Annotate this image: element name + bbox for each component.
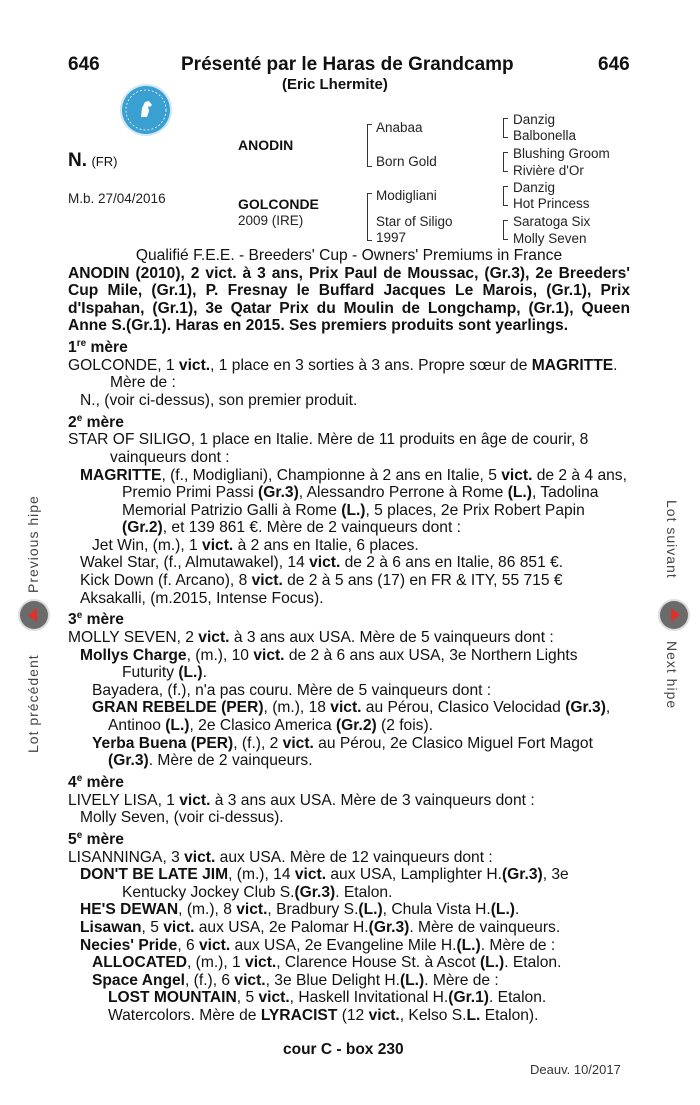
produce-dont-be-late-jim: DON'T BE LATE JIM, (m.), 14 vict. aux USA, Lamplighter H.(Gr.3), 3e Kentucky Jockey Club S.(Gr.3). Etalon. bbox=[80, 866, 569, 901]
first-dam-entry: GOLCONDE, 1 vict., 1 place en 3 sorties à 3 ans. Propre sœur de MAGRITTE. Mère de : bbox=[68, 356, 618, 392]
bracket-gg3 bbox=[503, 186, 508, 206]
previous-hipe-label[interactable]: Previous hipe bbox=[25, 495, 41, 593]
produce-jet-win: Jet Win, (m.), 1 vict. à 2 ans en Italie, 6 places. bbox=[92, 536, 419, 554]
previous-lot-button[interactable] bbox=[20, 601, 48, 629]
lot-number-right: 646 bbox=[598, 54, 630, 75]
produce-watercolors: Watercolors. Mère de LYRACIST (12 vict., Kelso S.L. Etalon). bbox=[108, 1006, 539, 1024]
bracket-gg1 bbox=[503, 118, 508, 138]
arrow-left-icon bbox=[20, 601, 48, 629]
produce-hes-dewan: HE'S DEWAN, (m.), 8 vict., Bradbury S.(L.), Chula Vista H.(L.). bbox=[80, 901, 520, 919]
gg-sds: Blushing Groom bbox=[513, 146, 610, 161]
produce-bayadera: Bayadera, (f.), n'a pas couru. Mère de 5 vainqueurs dont : bbox=[92, 681, 492, 699]
dam-sire: Modigliani bbox=[376, 188, 437, 203]
gg-dsd: Hot Princess bbox=[513, 196, 590, 211]
second-dam-entry: STAR OF SILIGO, 1 place en Italie. Mère de 11 produits en âge de courir, 8 vainqueurs dont : bbox=[68, 431, 589, 466]
produce-mollys-charge: Mollys Charge, (m.), 10 vict. de 2 à 6 ans aux USA, 3e Northern Lights Futurity (L.). bbox=[80, 646, 578, 682]
section-second-dam: 2e mère bbox=[68, 412, 124, 431]
produce-wakel-star: Wakel Star, (f., Almutawakel), 14 vict. de 2 à 6 ans en Italie, 86 851 €. bbox=[80, 554, 564, 572]
sire-name: ANODIN bbox=[238, 137, 294, 153]
catalogue-body bbox=[68, 247, 630, 1024]
gg-dds: Saratoga Six bbox=[513, 214, 591, 229]
fourth-dam-entry: LIVELY LISA, 1 vict. à 3 ans aux USA. Mère de 3 vainqueurs dont : bbox=[68, 791, 535, 809]
bracket-sire bbox=[367, 124, 372, 167]
bracket-dam bbox=[367, 193, 372, 241]
qualification-line: Qualifié F.E.E. - Breeders' Cup - Owners' Premiums in France bbox=[135, 247, 563, 264]
gg-dss: Danzig bbox=[513, 180, 556, 195]
produce-gran-rebelde: GRAN REBELDE (PER), (m.), 18 vict. au Pérou, Clasico Velocidad (Gr.3), Antinoo (L.), 2e Clasico America (Gr.2) (2 fois). bbox=[92, 699, 611, 734]
horse-head-icon bbox=[122, 86, 170, 134]
horse-name: N. bbox=[68, 150, 87, 171]
produce-kick-down: Kick Down (f. Arcano), 8 vict. de 2 à 5 ans (17) en FR & ITY, 55 715 € bbox=[80, 572, 563, 590]
section-fifth-dam: 5e mère bbox=[68, 829, 124, 848]
horse-country: (FR) bbox=[91, 154, 118, 169]
section-third-dam: 3e mère bbox=[68, 610, 124, 629]
produce-molly-seven: Molly Seven, (voir ci-dessus). bbox=[80, 809, 284, 827]
dam-name: GOLCONDE bbox=[238, 196, 319, 212]
produce-lisawan: Lisawan, 5 vict. aux USA, 2e Palomar H.(Gr.3). Mère de vainqueurs. bbox=[80, 918, 561, 936]
birth-date: M.b. 27/04/2016 bbox=[68, 191, 166, 206]
sire-dam: Born Gold bbox=[376, 154, 437, 169]
produce-aksakalli: Aksakalli, (m.2015, Intense Focus). bbox=[80, 589, 324, 607]
fifth-dam-entry: LISANNINGA, 3 vict. aux USA. Mère de 12 vainqueurs dont : bbox=[68, 848, 493, 866]
produce-magritte: MAGRITTE, (f., Modigliani), Championne à 2 ans en Italie, 5 vict. de 2 à 4 ans, Premio Primi Passi (Gr.3), Alessandro Perrone à Rome (L.), Tadolina Memorial Patrizio Galli à Rome (L.), 5 places, 2e Prix Robert Papin (Gr.2), et 139 861 €. Mère de 2 vainqueurs dont : bbox=[80, 466, 627, 537]
dam-dam-year: 1997 bbox=[376, 230, 407, 245]
sire-paragraph: ANODIN (2010), 2 vict. à 3 ans, Prix Paul de Moussac, (Gr.3), 2e Breeders' Cup Mile, (Gr.1), P. Fresnay le Buffard Jacques Le Marois, (Gr.1), Prix d'Ispahan, (Gr.1), 3e Qatar Prix du Moulin de Longchamp, (Gr.1), Queen Anne S.(Gr.1). Haras en 2015. Ses premiers produits sont yearlings. bbox=[68, 264, 630, 335]
gg-sss: Danzig bbox=[513, 112, 556, 127]
lot-number-left: 646 bbox=[68, 54, 100, 75]
stable-location: cour C - box 230 bbox=[283, 1041, 404, 1058]
section-fourth-dam: 4e mère bbox=[68, 772, 124, 791]
produce-lost-mountain: LOST MOUNTAIN, 5 vict., Haskell Invitational H.(Gr.1). Etalon. bbox=[108, 989, 547, 1007]
first-dam-produce: N., (voir ci-dessus), son premier produit. bbox=[80, 391, 358, 409]
sire-sire: Anabaa bbox=[376, 120, 423, 135]
horse-name-block bbox=[68, 150, 117, 172]
bracket-gg4 bbox=[503, 220, 508, 240]
produce-space-angel: Space Angel, (f.), 6 vict., 3e Blue Delight H.(L.). Mère de : bbox=[92, 971, 499, 989]
page-title: Présenté par le Haras de Grandcamp bbox=[181, 54, 514, 75]
produce-necies-pride: Necies' Pride, 6 vict. aux USA, 2e Evangeline Mile H.(L.). Mère de : bbox=[80, 936, 556, 954]
previous-lot-nav[interactable] bbox=[20, 0, 50, 1105]
gg-ssd: Balbonella bbox=[513, 128, 577, 143]
next-lot-nav[interactable] bbox=[656, 0, 686, 1105]
produce-yerba-buena: Yerba Buena (PER), (f.), 2 vict. au Pérou, 2e Clasico Miguel Fort Magot (Gr.3). Mère de 2 vainqueurs. bbox=[92, 734, 593, 770]
produce-allocated: ALLOCATED, (m.), 1 vict., Clarence House St. à Ascot (L.). Etalon. bbox=[92, 954, 562, 972]
dam-dam: Star of Siligo bbox=[376, 214, 453, 229]
lot-precedent-label[interactable]: Lot précédent bbox=[25, 654, 41, 753]
criterium-badge bbox=[122, 86, 170, 134]
consignor-name: (Eric Lhermite) bbox=[282, 76, 388, 93]
section-first-dam: 1re mère bbox=[68, 337, 128, 357]
lot-suivant-label[interactable]: Lot suivant bbox=[664, 500, 680, 579]
arrow-right-icon bbox=[660, 601, 688, 629]
dam-year: 2009 (IRE) bbox=[238, 213, 304, 228]
next-hipe-label[interactable]: Next hipe bbox=[664, 641, 680, 710]
bracket-gg2 bbox=[503, 152, 508, 172]
gg-sdd: Rivière d'Or bbox=[513, 163, 584, 178]
third-dam-entry: MOLLY SEVEN, 2 vict. à 3 ans aux USA. Mère de 5 vainqueurs dont : bbox=[68, 629, 554, 647]
gg-ddd: Molly Seven bbox=[513, 231, 587, 246]
sale-reference: Deauv. 10/2017 bbox=[530, 1062, 621, 1077]
next-lot-button[interactable] bbox=[660, 601, 688, 629]
